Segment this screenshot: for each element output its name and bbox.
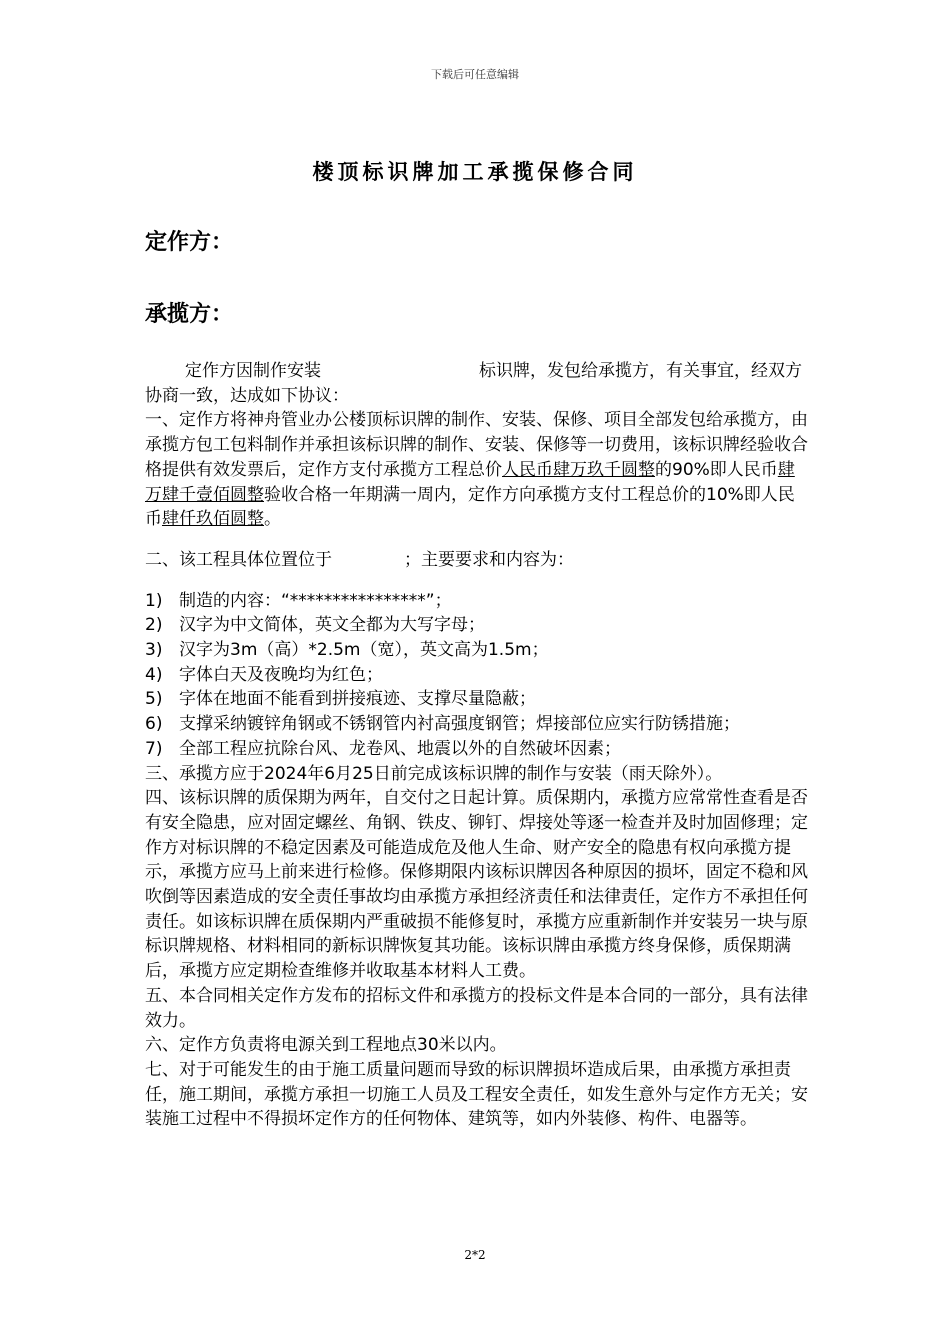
clause-2-text-1: 二、该工程具体位置位于 — [145, 549, 332, 570]
clause-1 — [145, 408, 809, 532]
document-title: 楼顶标识牌加工承揽保修合同 — [312, 159, 638, 184]
intro-text-part2: 标识牌，发包给承揽方，有关事宜，经双方协商一致，达成如下协议： — [145, 361, 802, 406]
list-item-number: 5) — [145, 689, 163, 710]
list-item-number: 4) — [145, 664, 163, 685]
page-number: 2*2 — [464, 1248, 486, 1262]
clause-4: 四、该标识牌的质保期为两年，自交付之日起计算。质保期内，承揽方应常常性查看是否有安全隐患，应对固定螺丝、角钢、铁皮、铆钉、焊接处等逐一检查并及时加固修理；定作方对标识牌的不稳定因素及可能造成危及他人生命、财产安全的隐患有权向承揽方提示，承揽方应马上前来进行检修。保修期限内该标识牌因各种原因的损坏，固定不稳和风吹倒等因素造成的安全责任事故均由承揽方承担经济责任和法律责任，定作方不承担任何责任。如该标识牌在质保期内严重破损不能修复时，承揽方应重新制作并安装另一块与原标识牌规格、材料相同的新标识牌恢复其功能。该标识牌由承揽方终身保修，质保期满后，承揽方应定期检查维修并收取基本材料人工费。 — [145, 788, 808, 982]
list-item — [145, 687, 809, 712]
list-item-text: 汉字为中文简体，英文全都为大写字母； — [179, 615, 485, 636]
list-item-number: 3) — [145, 640, 163, 661]
list-item — [145, 589, 809, 614]
party-a-label: 定作方： — [145, 229, 234, 255]
list-item-text: 制造的内容：“****************”； — [179, 590, 452, 611]
list-item-text: 全部工程应抗除台风、龙卷风、地震以外的自然破坏因素； — [179, 738, 621, 759]
contract-body — [145, 359, 809, 1132]
intro-paragraph — [145, 359, 809, 408]
amount-10-percent: 肆仟玖佰圆整 — [162, 509, 264, 530]
clause-1-text-1: 一、定作方将神舟管业办公楼顶标识牌的制作、安装、保修、项目全部发包给承揽方，由承揽方包工包料制作并承担该标识牌的制作、安装、保修等一切费用，该标识牌经验收合格提供有效发票后，定作方支付承揽方工程总价 — [145, 410, 808, 480]
clause-1-text-3: 验收合格一年期满一周内，定作方向承揽方支付工程总价的10%即人民币 — [145, 484, 795, 530]
amount-90-percent: 肆万肆千壹佰圆整 — [145, 459, 795, 505]
list-item — [145, 712, 809, 737]
list-item — [145, 638, 809, 663]
clause-3: 三、承揽方应于2024年6月25日前完成该标识牌的制作与安装（雨天除外）。 — [145, 763, 723, 784]
amount-total: 人民币肆万玖千圆整 — [502, 459, 655, 480]
clause-2-text-2: ；主要要求和内容为： — [404, 549, 574, 570]
list-item-number: 1) — [145, 590, 163, 611]
clause-6: 六、定作方负责将电源关到工程地点30米以内。 — [145, 1035, 507, 1056]
intro-text-part1: 定作方因制作安装 — [185, 361, 321, 381]
clause-1-text-2: 的90%即人民币 — [655, 459, 778, 480]
list-item-text: 字体在地面不能看到拼接痕迹、支撑尽量隐蔽； — [179, 689, 536, 710]
list-item-number: 7) — [145, 738, 163, 759]
clause-1-text-4: 。 — [264, 509, 281, 530]
list-item-text: 支撑采纳镀锌角钢或不锈钢管内衬高强度钢管；焊接部位应实行防锈措施； — [179, 714, 740, 735]
clause-5: 五、本合同相关定作方发布的招标文件和承揽方的投标文件是本合同的一部分，具有法律效力。 — [145, 985, 808, 1031]
list-item-text: 字体白天及夜晚均为红色； — [179, 664, 383, 685]
list-item — [145, 613, 809, 638]
header-note: 下载后可任意编辑 — [431, 68, 519, 81]
requirements-list — [145, 589, 809, 762]
list-item-number: 2) — [145, 615, 163, 636]
list-item — [145, 663, 809, 688]
list-item-number: 6) — [145, 714, 163, 735]
party-b-label: 承揽方： — [145, 301, 234, 327]
clause-2 — [145, 548, 809, 573]
list-item-text: 汉字为3m（高）*2.5m（宽），英文高为1.5m； — [179, 640, 549, 661]
list-item — [145, 737, 809, 762]
clause-7: 七、对于可能发生的由于施工质量问题而导致的标识牌损坏造成后果，由承揽方承担责任，施工期间，承揽方承担一切施工人员及工程安全责任，如发生意外与定作方无关；安装施工过程中不得损坏定作方的任何物体、建筑等，如内外装修、构件、电器等。 — [145, 1059, 808, 1130]
